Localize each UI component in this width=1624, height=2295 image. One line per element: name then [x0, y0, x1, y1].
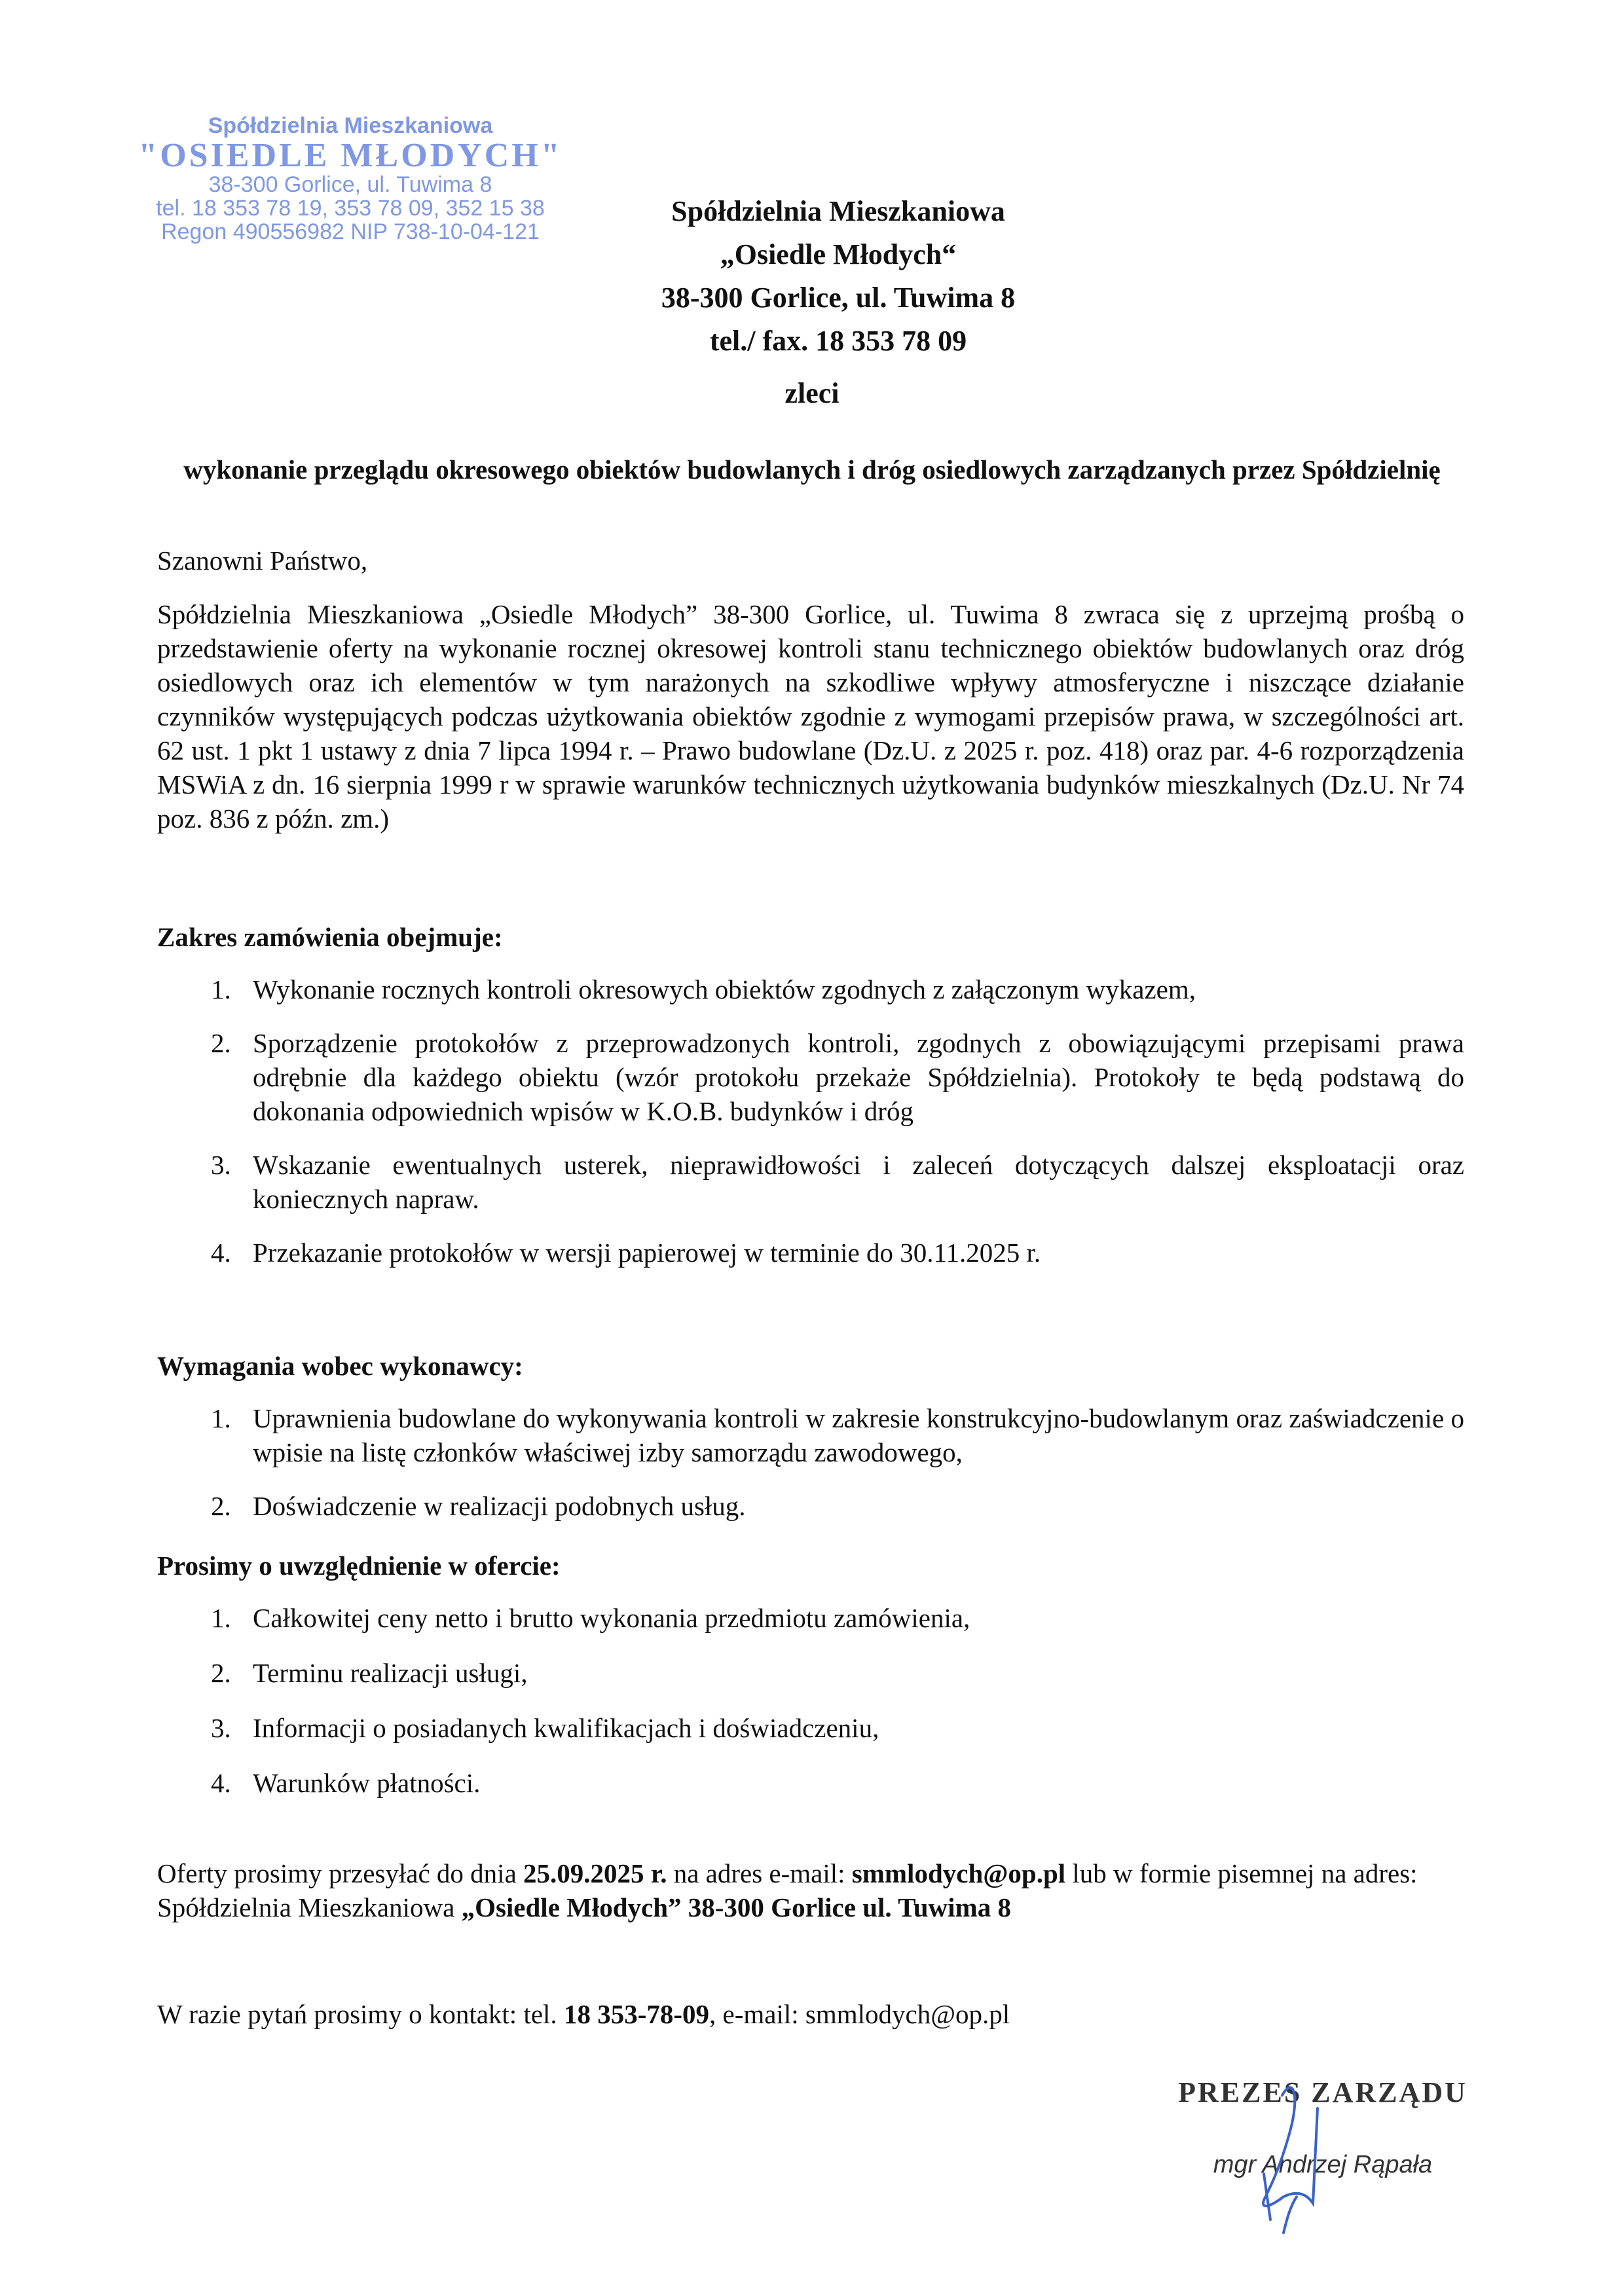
- list-item: 2. Sporządzenie protokołów z przeprowadzonych kontroli, zgodnych z obowiązującymi przepisami prawa odrębnie dla każdego obiektu (wzór protokołu przekaże Spółdzielnia). Protokoły te będą podstawą do dokonania odpowiednich wpisów w K.O.B. budynków i dróg: [211, 1028, 1464, 1126]
- deadline: 25.09.2025 r.: [523, 1858, 667, 1888]
- email-link[interactable]: smmlodych@op.pl: [851, 1858, 1066, 1888]
- header-estate: „Osiedle Młodych“: [720, 238, 957, 270]
- stamp-address: 38-300 Gorlice, ul. Tuwima 8: [208, 172, 492, 198]
- offer-list: [157, 1601, 1464, 1800]
- document-title: wykonanie przeglądu okresowego obiektów budowlanych i dróg osiedlowych zarządzanych przez Spółdzielnię: [183, 454, 1441, 485]
- postal-address: „Osiedle Młodych” 38-300 Gorlice ul. Tuwima 8: [461, 1892, 1011, 1922]
- header-address: 38-300 Gorlice, ul. Tuwima 8: [661, 282, 1016, 314]
- company-stamp: [121, 115, 580, 244]
- list-item: 3. Informacji o posiadanych kwalifikacjach i doświadczeniu,: [211, 1713, 879, 1743]
- stamp-regon-nip: Regon 490556982 NIP 738-10-04-121: [161, 219, 540, 244]
- signature-title: PREZES ZARZĄDU: [1178, 2076, 1467, 2108]
- list-item: 1. Całkowitej ceny netto i brutto wykonania przedmiotu zamówienia,: [211, 1603, 970, 1633]
- submission-paragraph: Oferty prosimy przesyłać do dnia 25.09.2025 r. na adres e-mail: smmlodych@op.pl lub w formie pisemnej na adres: Spółdzielnia Mieszkaniowa „Osiedle Młodych” 38-300 Gorlice ul. Tuwima 8: [157, 1858, 1418, 1922]
- offer-heading: Prosimy o uwzględnienie w ofercie:: [157, 1551, 561, 1581]
- handwritten-signature-icon: [1244, 2069, 1336, 2239]
- stamp-line-1: Spółdzielnia Mieszkaniowa: [208, 113, 493, 138]
- stamp-phones: tel. 18 353 78 19, 353 78 09, 352 15 38: [156, 195, 545, 221]
- signature-name: mgr Andrzej Rąpała: [1213, 2151, 1433, 2178]
- header-phone: tel./ fax. 18 353 78 09: [709, 325, 967, 357]
- scope-section: [157, 920, 1464, 1289]
- requirements-list: [157, 1401, 1464, 1523]
- signature-block: [1153, 2076, 1493, 2179]
- offer-section: [157, 1549, 1464, 1820]
- contact-paragraph: W razie pytań prosimy o kontakt: tel. 18 353-78-09, e-mail: smmlodych@op.pl: [157, 1999, 1010, 2029]
- requirements-section: [157, 1349, 1464, 1543]
- list-item: 1. Uprawnienia budowlane do wykonywania kontroli w zakresie konstrukcyjno-budowlanym oraz zaświadczenie o wpisie na listę członków właściwej izby samorządu zawodowego,: [211, 1403, 1464, 1467]
- scope-heading: Zakres zamówienia obejmuje:: [157, 922, 503, 952]
- scope-list: [157, 972, 1464, 1270]
- letter-header: [589, 190, 1087, 363]
- list-item: 1. Wykonanie rocznych kontroli okresowych obiektów zgodnych z załączonym wykazem,: [211, 974, 1196, 1004]
- list-item: 3. Wskazanie ewentualnych usterek, nieprawidłowości i zaleceń dotyczących dalszej eksploatacji oraz koniecznych napraw.: [211, 1150, 1464, 1214]
- header-company: Spółdzielnia Mieszkaniowa: [671, 195, 1005, 227]
- list-item: 4. Przekazanie protokołów w wersji papierowej w terminie do 30.11.2025 r.: [211, 1238, 1041, 1268]
- contact-phone: 18 353-78-09: [563, 1999, 709, 2029]
- list-item: 2. Terminu realizacji usługi,: [211, 1658, 528, 1688]
- stamp-line-2: "OSIEDLE MŁODYCH": [138, 136, 563, 174]
- list-item: 2. Doświadczenie w realizacji podobnych usług.: [211, 1491, 746, 1521]
- greeting: Szanowni Państwo,: [157, 545, 368, 576]
- list-item: 4. Warunków płatności.: [211, 1768, 481, 1798]
- requirements-heading: Wymagania wobec wykonawcy:: [157, 1351, 523, 1381]
- zleci-heading: zleci: [784, 377, 840, 409]
- intro-paragraph: Spółdzielnia Mieszkaniowa „Osiedle Młodych” 38-300 Gorlice, ul. Tuwima 8 zwraca się z uprzejmą prośbą o przedstawienie oferty na wykonanie rocznej okresowej kontroli stanu technicznego obiektów budowlanych oraz dróg osiedlowych oraz ich elementów w tym narażonych na szkodliwe wpływy atmosferyczne i niszczące działanie czynników występujących podczas użytkowania obiektów zgodnie z wymogami przepisów prawa, w szczególności art. 62 ust. 1 pkt 1 ustawy z dnia 7 lipca 1994 r. – Prawo budowlane (Dz.U. z 2025 r. poz. 418) oraz par. 4-6 rozporządzenia MSWiA z dn. 16 sierpnia 1999 r w sprawie warunków technicznych użytkowania budynków mieszkalnych (Dz.U. Nr 74 poz. 836 z późn. zm.): [157, 599, 1464, 834]
